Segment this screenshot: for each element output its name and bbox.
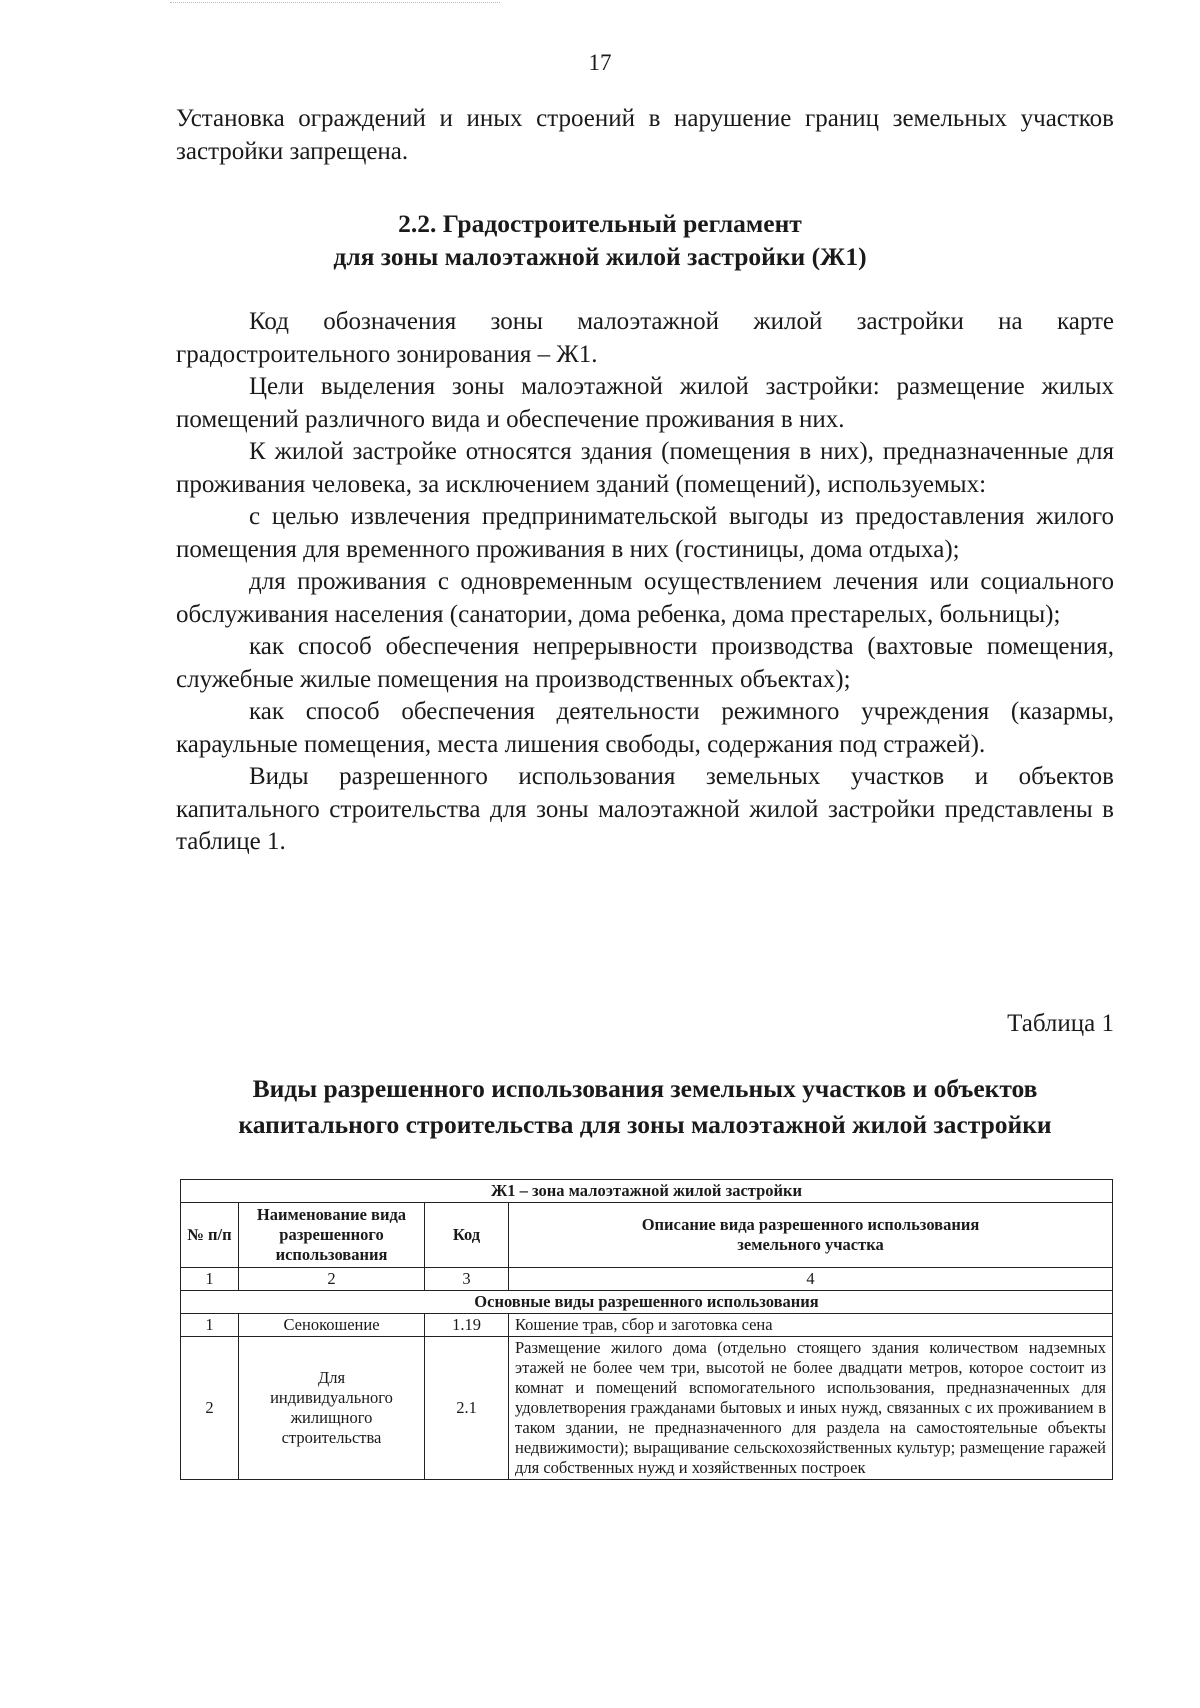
paragraph: с целью извлечения предпринимательской выгоды из предоставления жилого помещения для временного проживания в них (гостиницы, дома отдыха); xyxy=(176,503,1114,563)
zone-header: Ж1 – зона малоэтажной жилой застройки xyxy=(181,1180,1113,1203)
column-number-row xyxy=(181,1268,1113,1291)
scan-artifact xyxy=(170,2,500,5)
header-name: Наименование вида разрешенного использования xyxy=(239,1203,425,1268)
section-body xyxy=(176,306,1114,859)
land-use-table xyxy=(180,1179,1113,1480)
section-title xyxy=(0,207,1200,273)
section-title-line2: для зоны малоэтажной жилой застройки (Ж1) xyxy=(333,242,867,271)
intro-block xyxy=(176,103,1114,168)
row-code: 2.1 xyxy=(425,1337,509,1480)
row-description: Кошение трав, сбор и заготовка сена xyxy=(509,1314,1113,1337)
table-row xyxy=(181,1337,1113,1480)
intro-paragraph: Установка ограждений и иных строений в нарушение границ земельных участков застройки запрещена. xyxy=(176,105,1114,165)
table-label: Таблица 1 xyxy=(1007,1010,1114,1037)
paragraph: для проживания с одновременным осуществлением лечения или социального обслуживания населения (санатории, дома ребенка, дома престарелых, больницы); xyxy=(176,568,1114,628)
paragraph: как способ обеспечения деятельности режимного учреждения (казармы, караульные помещения, места лишения свободы, содержания под стражей). xyxy=(176,698,1114,758)
section-row xyxy=(181,1291,1113,1314)
column-header-row xyxy=(181,1203,1113,1268)
table-title-line1: Виды разрешенного использования земельных участков и объектов xyxy=(252,1074,1038,1103)
page-number: 17 xyxy=(588,50,612,75)
paragraph: К жилой застройке относятся здания (помещения в них), предназначенные для проживания человека, за исключением зданий (помещений), используемых: xyxy=(176,438,1114,498)
row-name: Сенокошение xyxy=(239,1314,425,1337)
section-basic: Основные виды разрешенного использования xyxy=(181,1291,1113,1314)
col-number: 2 xyxy=(239,1268,425,1291)
col-number: 4 xyxy=(509,1268,1113,1291)
col-number: 1 xyxy=(181,1268,239,1291)
section-title-line1: 2.2. Градостроительный регламент xyxy=(398,209,802,238)
paragraph: Цели выделения зоны малоэтажной жилой застройки: размещение жилых помещений различного вида и обеспечение проживания в них. xyxy=(176,373,1114,433)
row-num: 2 xyxy=(181,1337,239,1480)
row-num: 1 xyxy=(181,1314,239,1337)
zone-header-row xyxy=(181,1180,1113,1203)
paragraph: Код обозначения зоны малоэтажной жилой застройки на карте градостроительного зонирования – Ж1. xyxy=(176,308,1114,368)
row-name: Для индивидуального жилищного строительства xyxy=(239,1337,425,1480)
header-code: Код xyxy=(425,1203,509,1268)
header-description: Описание вида разрешенного использования земельного участка xyxy=(509,1203,1113,1268)
header-num: № п/п xyxy=(181,1203,239,1268)
table-row xyxy=(181,1314,1113,1337)
table-title xyxy=(150,1071,1140,1143)
row-description: Размещение жилого дома (отдельно стоящего здания количеством надземных этажей не более чем три, высотой не более двадцати метров, которое состоит из комнат и помещений вспомогательного использования, предназначенных для удовлетворения гражданами бытовых и иных нужд, связанных с их проживанием в таком здании, не предназначенного для раздела на самостоятельные объекты недвижимости); выращивание сельскохозяйственных культур; размещение гаражей для собственных нужд и хозяйственных построек xyxy=(509,1337,1113,1480)
paragraph: как способ обеспечения непрерывности производства (вахтовые помещения, служебные жилые помещения на производственных объектах); xyxy=(176,633,1114,693)
table-title-line2: капитального строительства для зоны малоэтажной жилой застройки xyxy=(238,1110,1052,1139)
row-code: 1.19 xyxy=(425,1314,509,1337)
paragraph: Виды разрешенного использования земельных участков и объектов капитального строительства для зоны малоэтажной жилой застройки представлены в таблице 1. xyxy=(176,763,1114,855)
col-number: 3 xyxy=(425,1268,509,1291)
